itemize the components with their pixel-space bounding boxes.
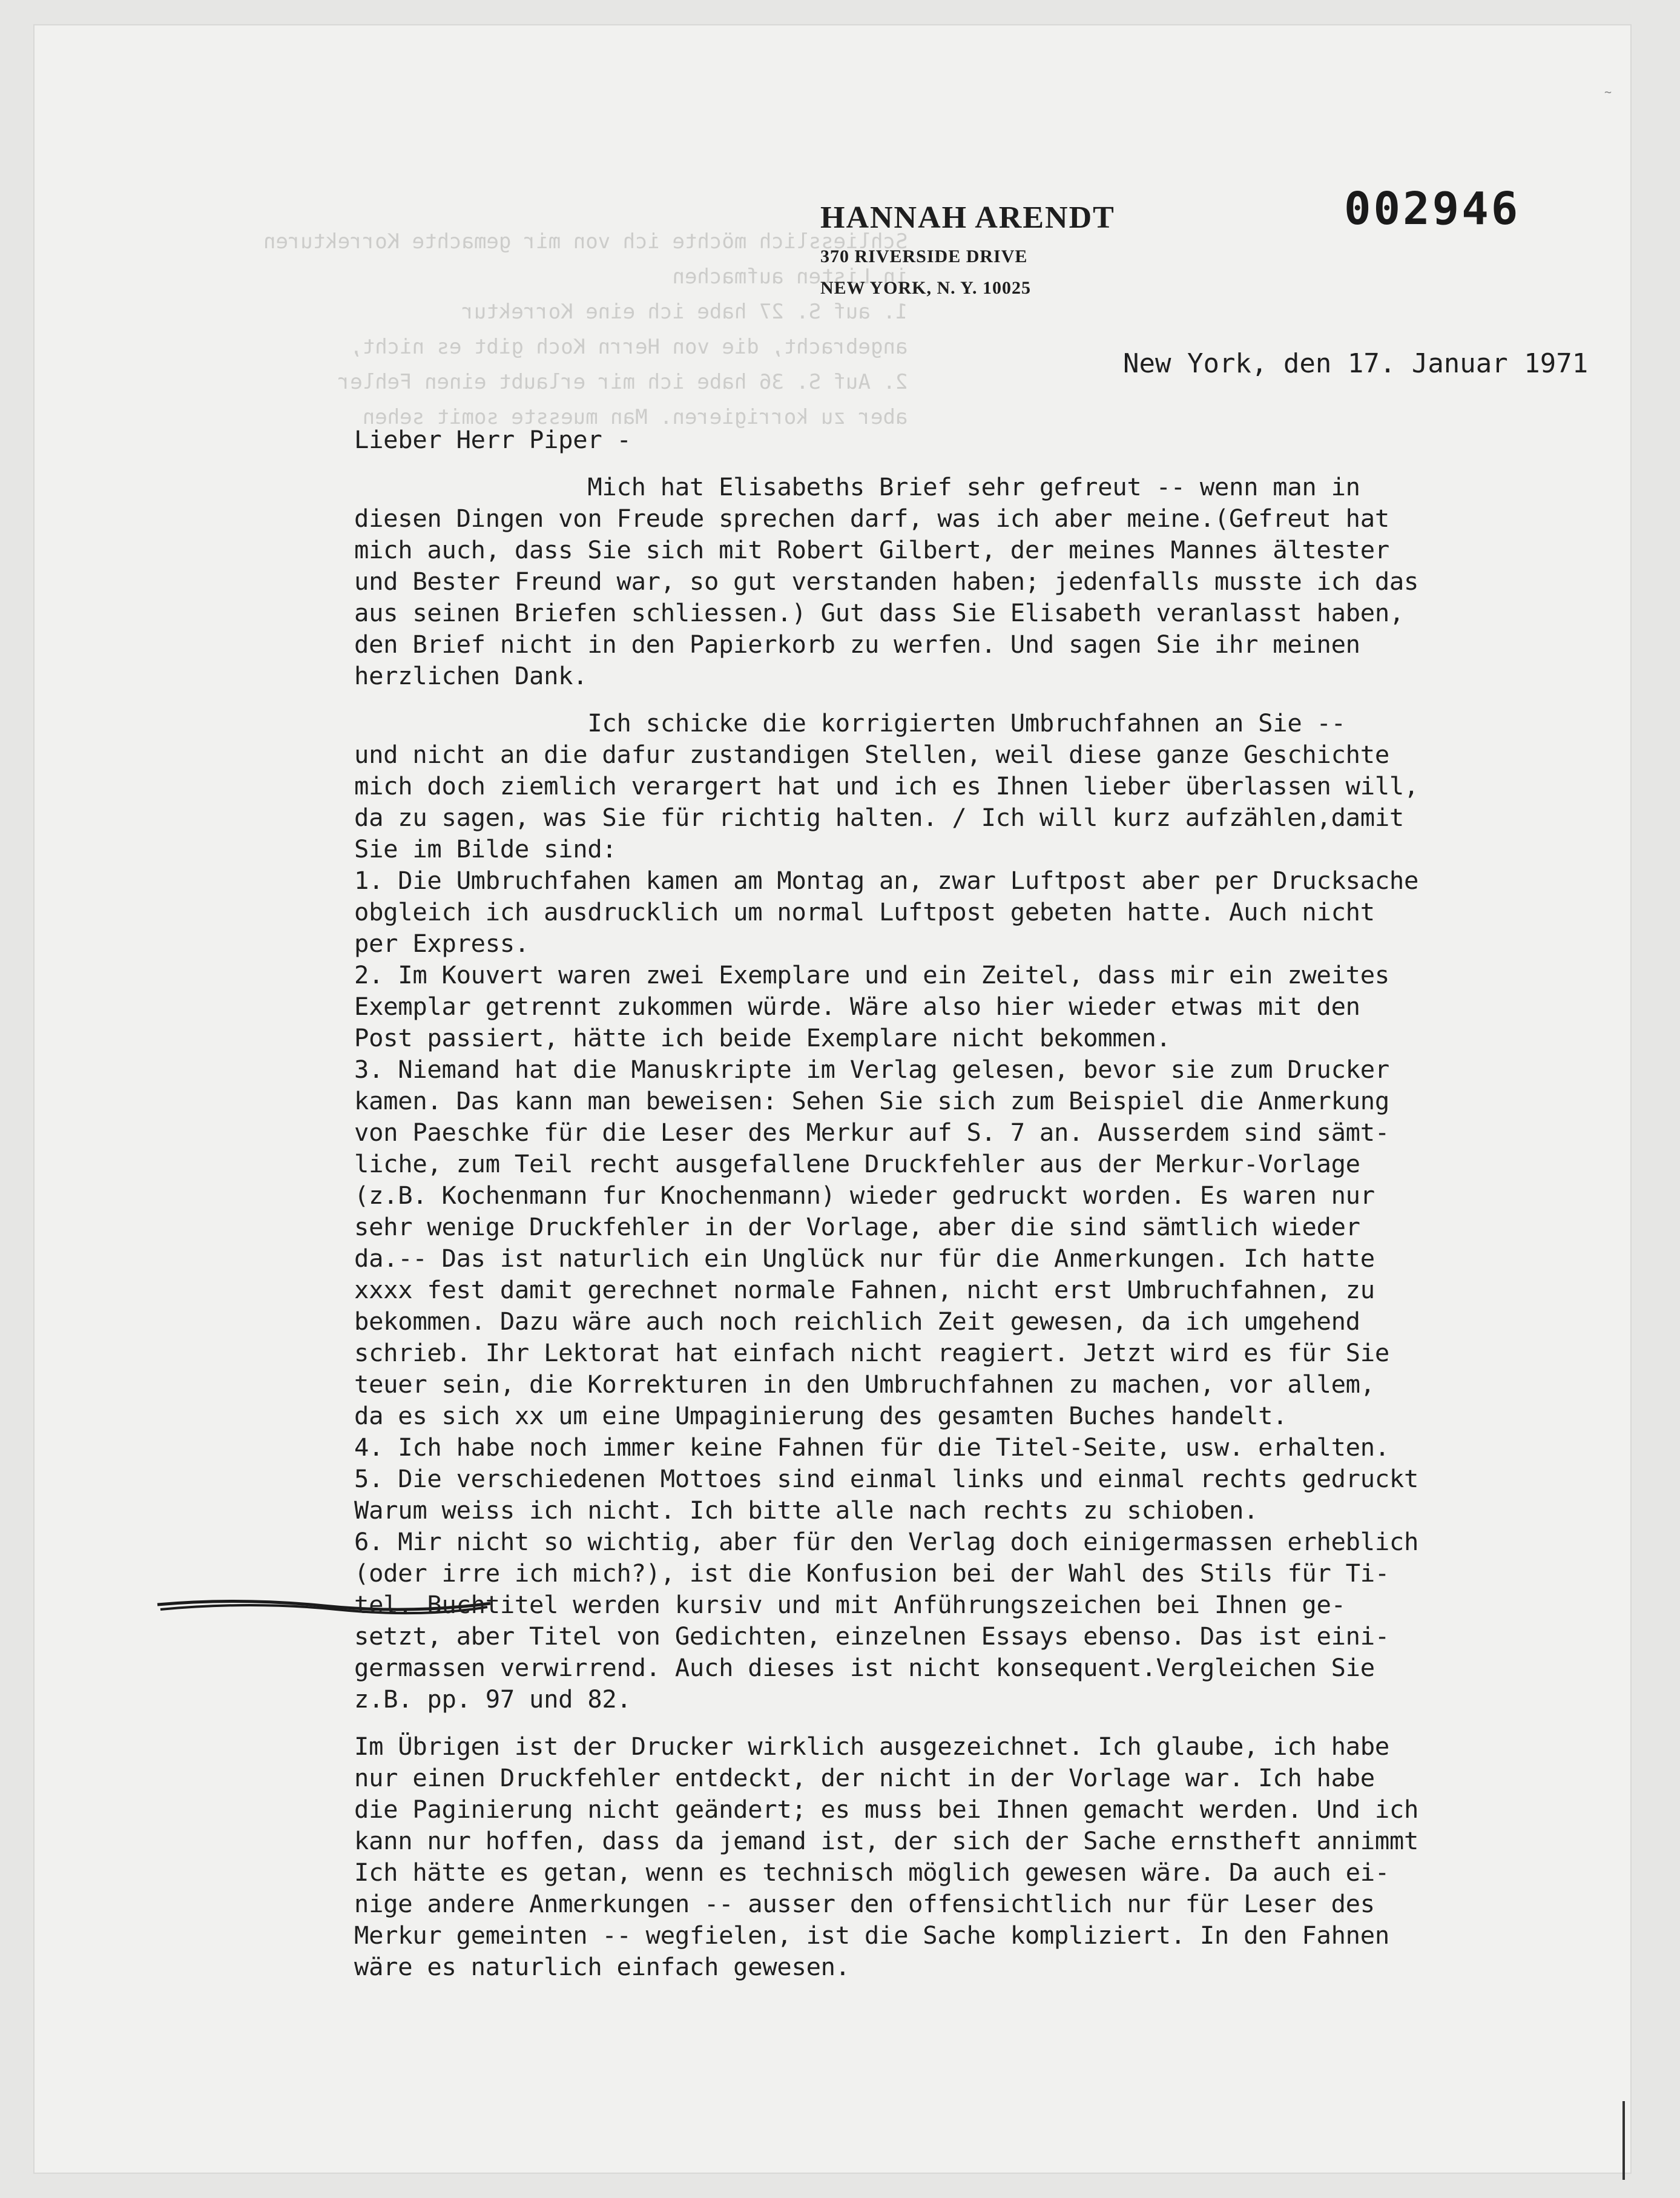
text-line: die Paginierung nicht geändert; es muss bei Ihnen gemacht werden. Und ich — [354, 1795, 1419, 1824]
salutation: Lieber Herr Piper - — [354, 425, 631, 454]
paragraph — [354, 1731, 1619, 1982]
text-line: 4. Ich habe noch immer keine Fahnen für die Titel-Seite, usw. erhalten. — [354, 1433, 1389, 1462]
text-line: kann nur hoffen, dass da jemand ist, der sich der Sache ernstheft annimmt — [354, 1826, 1419, 1855]
text-line: 5. Die verschiedenen Mottoes sind einmal links und einmal rechts gedruckt — [354, 1464, 1419, 1493]
text-line: aus seinen Briefen schliessen.) Gut dass Sie Elisabeth veranlasst haben, — [354, 598, 1404, 627]
letterhead-city: NEW YORK, N. Y. 10025 — [820, 278, 1031, 298]
text-line: 2. Im Kouvert waren zwei Exemplare und ein Zeitel, dass mir ein zweites — [354, 960, 1389, 989]
text-line: nige andere Anmerkungen -- ausser den offensichtlich nur für Leser des — [354, 1889, 1375, 1918]
text-line: (z.B. Kochenmann fur Knochenmann) wieder gedruckt worden. Es waren nur — [354, 1181, 1375, 1210]
paragraph — [354, 707, 1619, 1715]
text-line: und Bester Freund war, so gut verstanden haben; jedenfalls musste ich das — [354, 567, 1419, 596]
paragraph — [354, 471, 1619, 691]
binding-mark — [1622, 2101, 1625, 2180]
paragraphs — [354, 471, 1619, 1982]
letterhead-name: HANNAH ARENDT — [820, 200, 1115, 235]
text-line: und nicht an die dafur zustandigen Stellen, weil diese ganze Geschichte — [354, 740, 1389, 769]
text-line: bekommen. Dazu wäre auch noch reichlich Zeit gewesen, da ich umgehend — [354, 1307, 1360, 1336]
bleed-through-text: Schliesslich möchte ich von mir gemachte Korrekturen in Listen aufmachen 1. auf S. 27 habe ich eine Korrektur angebracht, die von Herrn Koch gibt es nicht, 2. Auf S. 36 habe ich mir erlaubt einen Fehler aber zu korrigieren. Man muesste somit sehen — [263, 229, 908, 429]
text-line: Im Übrigen ist der Drucker wirklich ausgezeichnet. Ich glaube, ich habe — [354, 1732, 1389, 1761]
text-line: setzt, aber Titel von Gedichten, einzelnen Essays ebenso. Das ist eini- — [354, 1622, 1389, 1651]
text-line: per Express. — [354, 929, 529, 958]
letter-body — [354, 424, 1619, 1982]
text-line: z.B. pp. 97 und 82. — [354, 1685, 631, 1714]
letterhead — [820, 200, 1115, 299]
text-line: Post passiert, hätte ich beide Exemplare nicht bekommen. — [354, 1023, 1171, 1052]
text-line: von Paeschke für die Leser des Merkur auf S. 7 an. Ausserdem sind sämt- — [354, 1118, 1389, 1147]
letterhead-address: 370 RIVERSIDE DRIVE — [820, 246, 1028, 266]
text-line: (oder irre ich mich?), ist die Konfusion bei der Wahl des Stils für Ti- — [354, 1559, 1389, 1588]
text-line: Mich hat Elisabeths Brief sehr gefreut -- wenn man in — [354, 472, 1360, 501]
text-line: teuer sein, die Korrekturen in den Umbruchfahnen zu machen, vor allem, — [354, 1370, 1375, 1399]
text-line: mich auch, dass Sie sich mit Robert Gilbert, der meines Mannes ältester — [354, 535, 1389, 564]
text-line: germassen verwirrend. Auch dieses ist nicht konsequent.Vergleichen Sie — [354, 1653, 1375, 1682]
text-line: diesen Dingen von Freude sprechen darf, was ich aber meine.(Gefreut hat — [354, 504, 1389, 533]
text-line: mich doch ziemlich verargert hat und ich es Ihnen lieber überlassen will, — [354, 771, 1419, 800]
paragraph-gap — [354, 455, 1619, 471]
text-line: da.-- Das ist naturlich ein Unglück nur für die Anmerkungen. Ich hatte — [354, 1244, 1375, 1273]
text-line: liche, zum Teil recht ausgefallene Druckfehler aus der Merkur-Vorlage — [354, 1149, 1360, 1178]
text-line: herzlichen Dank. — [354, 661, 588, 690]
text-line: 3. Niemand hat die Manuskripte im Verlag gelesen, bevor sie zum Drucker — [354, 1055, 1389, 1084]
text-line: Ich schicke die korrigierten Umbruchfahnen an Sie -- — [354, 708, 1346, 738]
text-line: Ich hätte es getan, wenn es technisch möglich gewesen wäre. Da auch ei- — [354, 1858, 1389, 1887]
text-line: 6. Mir nicht so wichtig, aber für den Verlag doch einigermassen erheblich — [354, 1527, 1419, 1556]
text-line: 1. Die Umbruchfahen kamen am Montag an, zwar Luftpost aber per Drucksache — [354, 866, 1419, 895]
text-line: sehr wenige Druckfehler in der Vorlage, aber die sind sämtlich wieder — [354, 1212, 1360, 1241]
dateline: New York, den 17. Januar 1971 — [1123, 348, 1589, 379]
text-line: Sie im Bilde sind: — [354, 834, 617, 863]
text-line: wäre es naturlich einfach gewesen. — [354, 1952, 850, 1981]
text-line: da zu sagen, was Sie für richtig halten. / Ich will kurz aufzählen,damit — [354, 803, 1404, 832]
archive-document-number: 002946 — [1344, 183, 1521, 235]
text-line: Warum weiss ich nicht. Ich bitte alle nach rechts zu schioben. — [354, 1496, 1259, 1525]
paragraph-gap — [354, 691, 1619, 707]
text-line: nur einen Druckfehler entdeckt, der nicht in der Vorlage war. Ich habe — [354, 1763, 1375, 1792]
text-line: da es sich xx um eine Umpaginierung des gesamten Buches handelt. — [354, 1401, 1288, 1430]
text-line: Exemplar getrennt zukommen würde. Wäre also hier wieder etwas mit den — [354, 992, 1360, 1021]
archive-corner-mark: ~ — [1604, 85, 1612, 99]
text-line: den Brief nicht in den Papierkorb zu werfen. Und sagen Sie ihr meinen — [354, 630, 1360, 659]
text-line: Merkur gemeinten -- wegfielen, ist die Sache kompliziert. In den Fahnen — [354, 1921, 1389, 1950]
text-line: kamen. Das kann man beweisen: Sehen Sie sich zum Beispiel die Anmerkung — [354, 1086, 1389, 1115]
text-line: xxxx fest damit gerechnet normale Fahnen, nicht erst Umbruchfahnen, zu — [354, 1275, 1375, 1304]
text-line: tel. Buchtitel werden kursiv und mit Anführungszeichen bei Ihnen ge- — [354, 1590, 1346, 1619]
text-line: schrieb. Ihr Lektorat hat einfach nicht reagiert. Jetzt wird es für Sie — [354, 1338, 1389, 1367]
text-line: obgleich ich ausdrucklich um normal Luftpost gebeten hatte. Auch nicht — [354, 897, 1375, 926]
paragraph-gap — [354, 1715, 1619, 1731]
